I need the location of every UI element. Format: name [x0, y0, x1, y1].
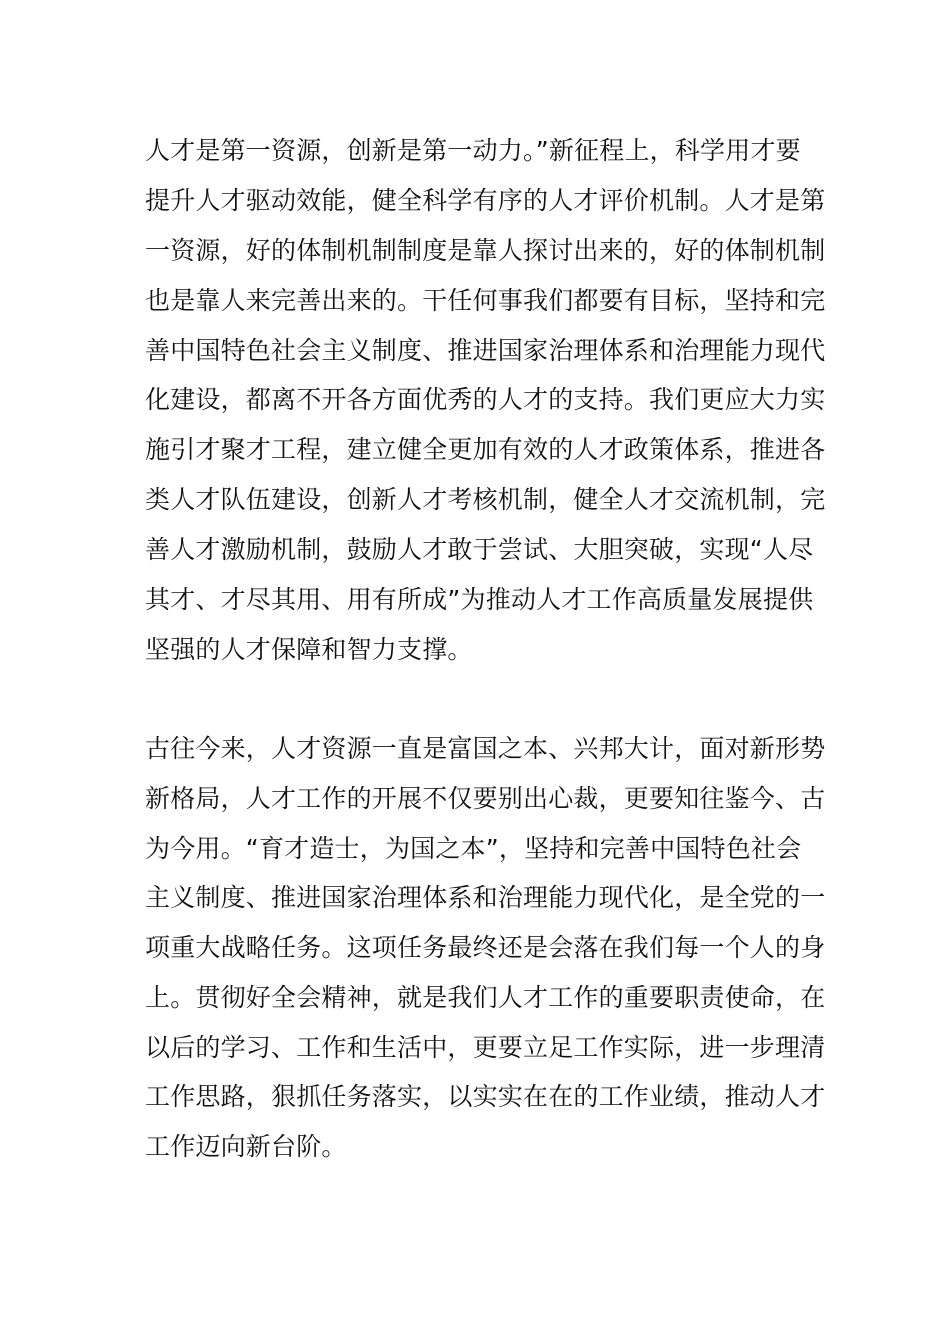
paragraph-line: 工作迈向新台阶。 — [145, 1132, 347, 1161]
paragraph-line: 工作思路，狠抓任务落实，以实实在在的工作业绩，推动人才 — [145, 1082, 826, 1111]
paragraph-line: 坚强的人才保障和智力支撑。 — [145, 635, 473, 664]
paragraph-line: 主义制度、推进国家治理体系和治理能力现代化，是全党的一 — [145, 883, 826, 912]
paragraph-line: 新格局，人才工作的开展不仅要别出心裁，更要知往鉴今、古 — [145, 784, 826, 813]
paragraph-line: 人才是第一资源，创新是第一动力。”新征程上，科学用才要 — [145, 136, 801, 165]
paragraph-line: 类人才队伍建设，创新人才考核机制，健全人才交流机制，完 — [145, 485, 826, 514]
paragraph-line: 施引才聚才工程，建立健全更加有效的人才政策体系，推进各 — [145, 435, 826, 464]
paragraph-line: 一资源，好的体制机制制度是靠人探讨出来的，好的体制机制 — [145, 236, 826, 265]
paragraph-line: 项重大战略任务。这项任务最终还是会落在我们每一个人的身 — [145, 933, 826, 962]
paragraph-line: 也是靠人来完善出来的。干任何事我们都要有目标，坚持和完 — [145, 286, 826, 315]
paragraph-line: 以后的学习、工作和生活中，更要立足工作实际，进一步理清 — [145, 1033, 826, 1062]
paragraph-line: 善中国特色社会主义制度、推进国家治理体系和治理能力现代 — [145, 336, 826, 365]
paragraph-line: 为今用。“育才造士，为国之本”，坚持和完善中国特色社会 — [145, 834, 802, 863]
paragraph-line: 提升人才驱动效能，健全科学有序的人才评价机制。人才是第 — [145, 186, 826, 215]
paragraph-line: 善人才激励机制，鼓励人才敢于尝试、大胆突破，实现“人尽 — [145, 535, 814, 564]
paragraph-line: 化建设，都离不开各方面优秀的人才的支持。我们更应大力实 — [145, 385, 826, 414]
paragraph-line: 古往今来，人才资源一直是富国之本、兴邦大计，面对新形势 — [145, 734, 826, 763]
paragraph-line: 上。贯彻好全会精神，就是我们人才工作的重要职责使命，在 — [145, 983, 826, 1012]
paragraph-line: 其才、才尽其用、用有所成”为推动人才工作高质量发展提供 — [145, 585, 814, 614]
